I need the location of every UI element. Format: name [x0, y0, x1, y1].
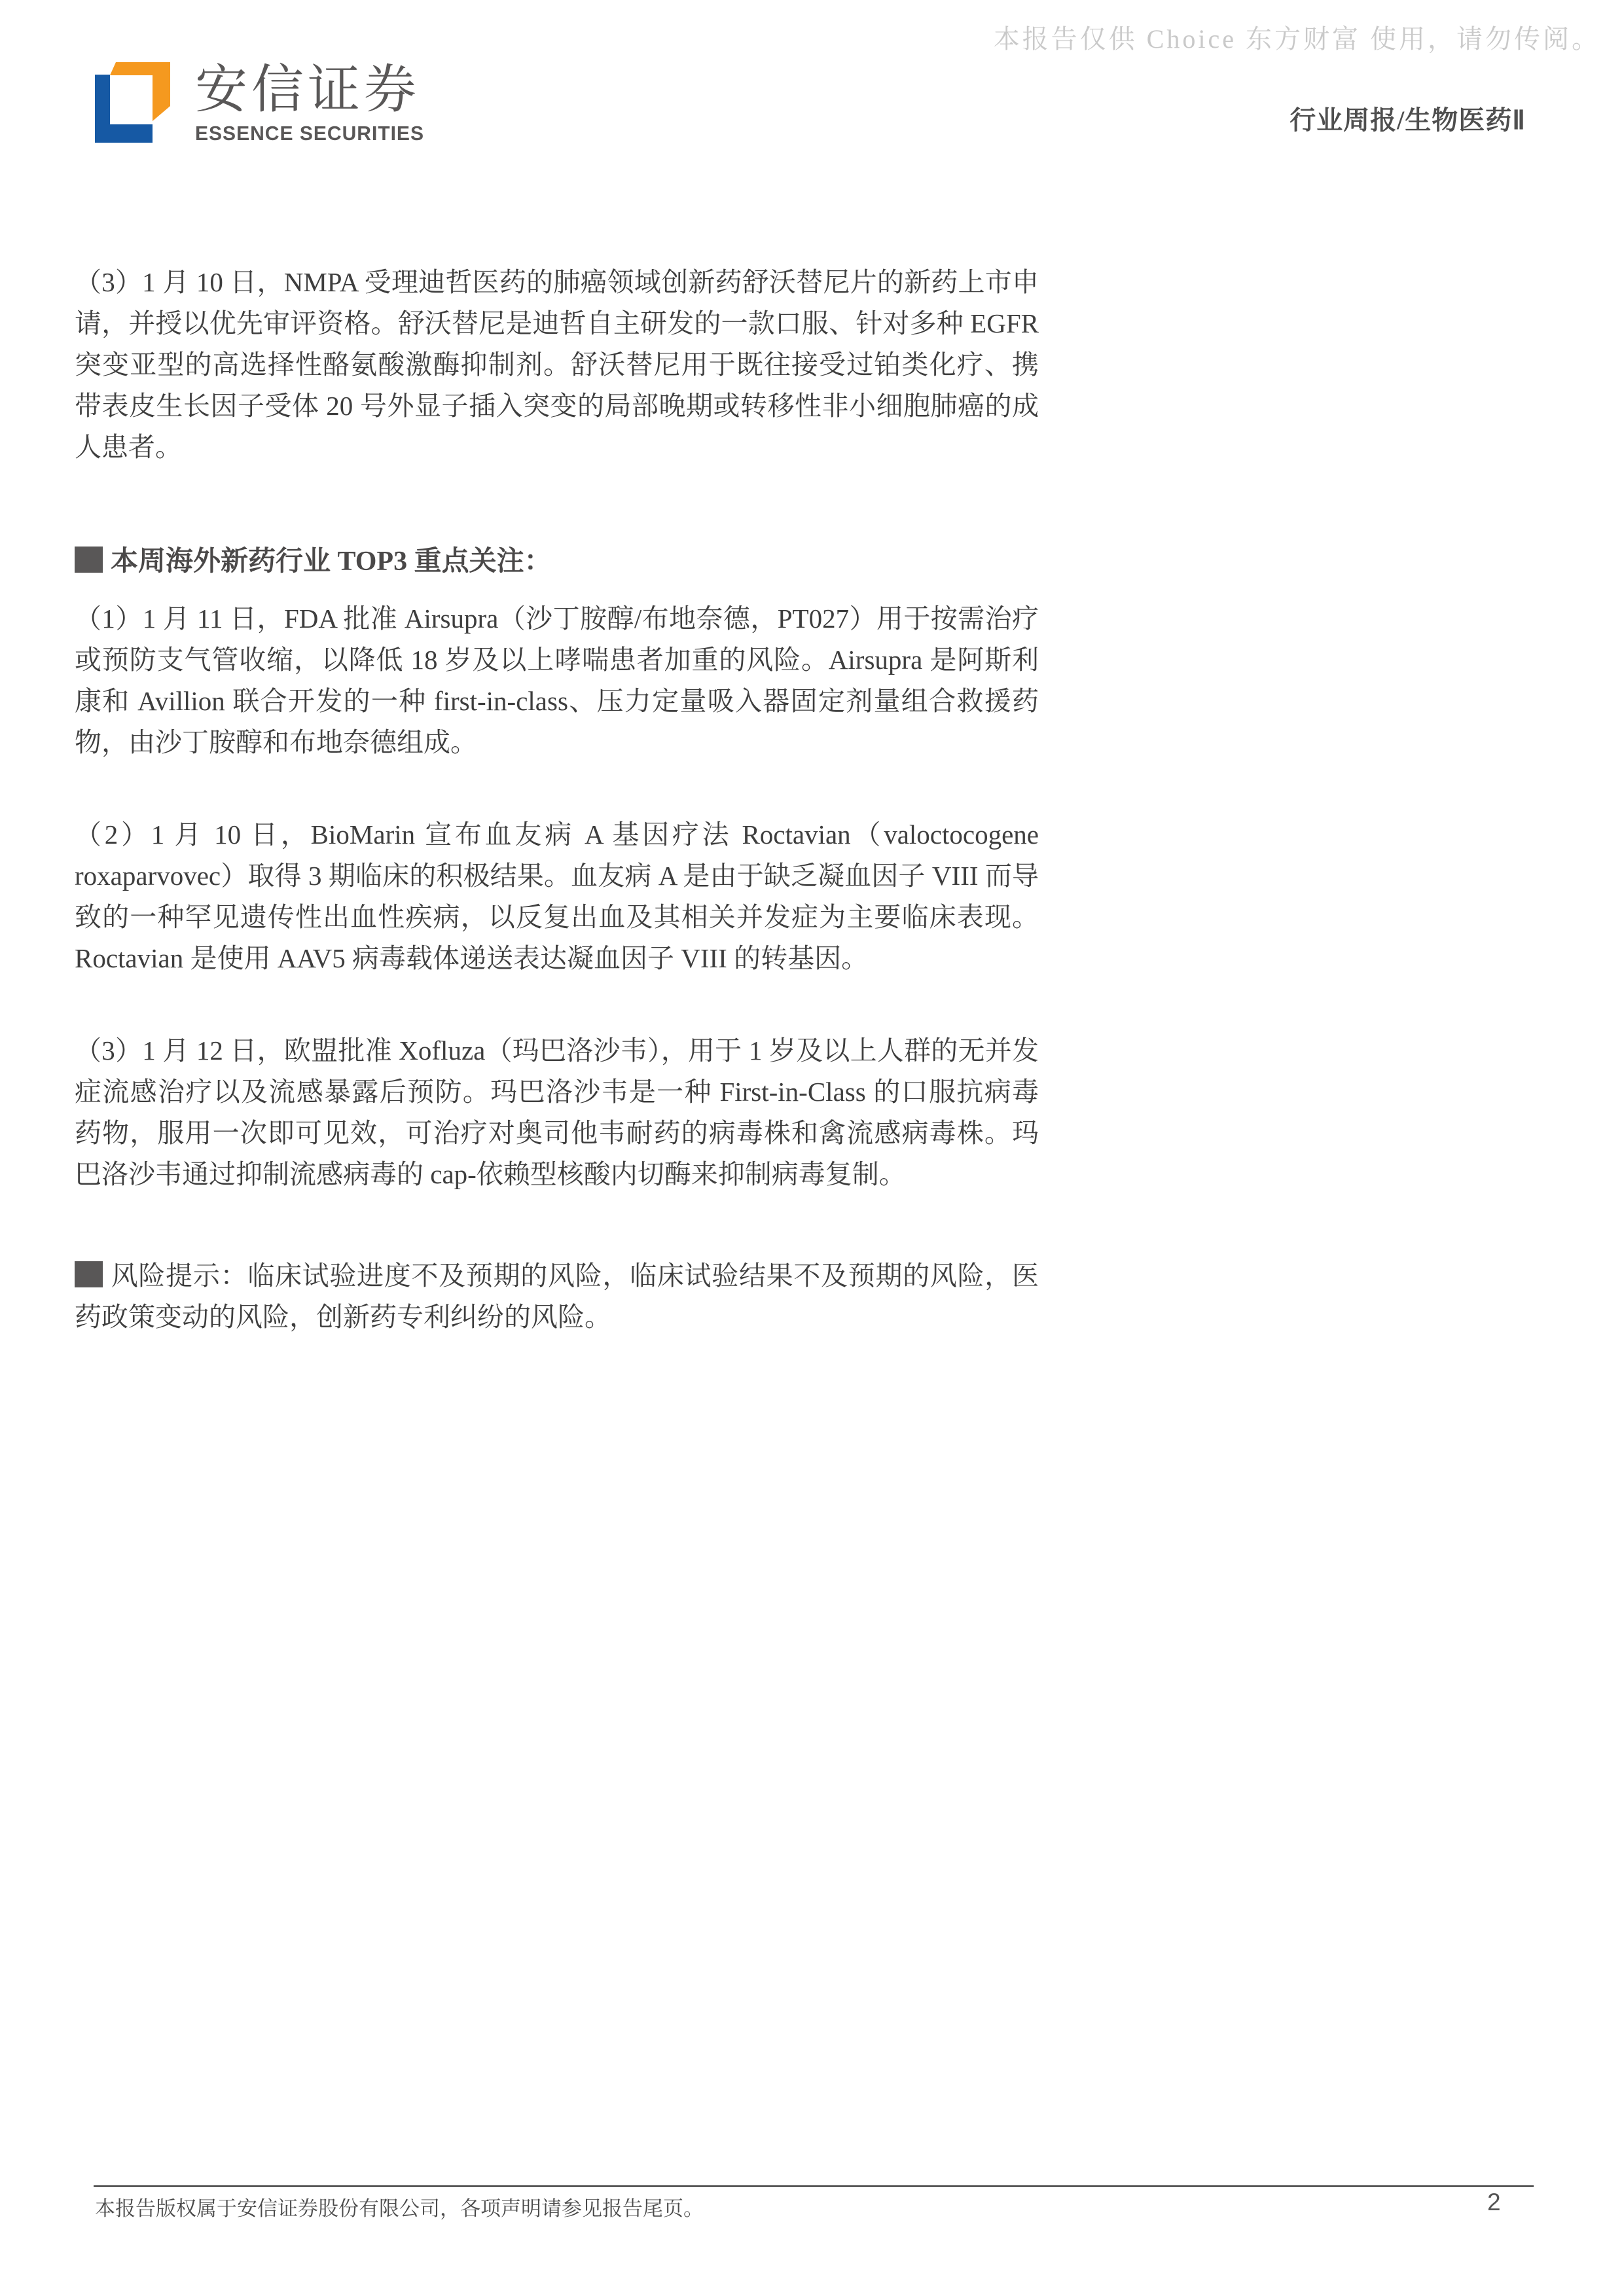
- logo-english-name: ESSENCE SECURITIES: [195, 122, 424, 145]
- page-number: 2: [1487, 2189, 1501, 2215]
- essence-logo-icon: [95, 62, 170, 143]
- risk-notice: [75, 1255, 1039, 1338]
- news-paragraph: （2）1 月 10 日，BioMarin 宣布血友病 A 基因疗法 Roctavian（valoctocogene roxaparvovec）取得 3 期临床的积极结果。血友病 A 是由于缺乏凝血因子 VIII 而导致的一种罕见遗传性出血性疾病，以反复出血及其相关并发症为主要临床表现。Roctavian 是使用 AAV5 病毒载体递送表达凝血因子 VIII 的转基因。: [75, 819, 1039, 973]
- logo-chinese-name: 安信证券: [195, 60, 420, 118]
- news-paragraph: （3）1 月 12 日，欧盟批准 Xofluza（玛巴洛沙韦），用于 1 岁及以上人群的无并发症流感治疗以及流感暴露后预防。玛巴洛沙韦是一种 First-in-Class 的口服抗病毒药物，服用一次即可见效，可治疗对奥司他韦耐药的病毒株和禽流感病毒株。玛巴洛沙韦通过抑制流感病毒的 cap-依赖型核酸内切酶来抑制病毒复制。: [75, 1035, 1039, 1189]
- intro-paragraph: （3）1 月 10 日，NMPA 受理迪哲医药的肺癌领域创新药舒沃替尼片的新药上市申请，并授以优先审评资格。舒沃替尼是迪哲自主研发的一款口服、针对多种 EGFR 突变亚型的高选择性酪氨酸激酶抑制剂。舒沃替尼用于既往接受过铂类化疗、携带表皮生长因子受体 20 号外显子插入突变的局部晚期或转移性非小细胞肺癌的成人患者。: [75, 267, 1039, 462]
- risk-notice-text: 风险提示：临床试验进度不及预期的风险，临床试验结果不及预期的风险，医药政策变动的风险，创新药专利纠纷的风险。: [75, 1261, 1039, 1332]
- logo-text-block: [195, 62, 431, 145]
- report-body: [75, 262, 1039, 1338]
- confidential-watermark: 本报告仅供 Choice 东方财富 使用，请勿传阅。: [993, 24, 1600, 54]
- section-title: [75, 541, 1039, 583]
- square-bullet-icon: [75, 1261, 103, 1287]
- news-paragraph: （1）1 月 11 日，FDA 批准 Airsupra（沙丁胺醇/布地奈德，PT027）用于按需治疗或预防支气管收缩，以降低 18 岁及以上哮喘患者加重的风险。Airsupra 是阿斯利康和 Avillion 联合开发的一种 first-in-class、压力定量吸入器固定剂量组合救援药物，由沙丁胺醇和布地奈德组成。: [75, 603, 1039, 757]
- footer-divider: [94, 2185, 1534, 2187]
- footer-copyright: 本报告版权属于安信证券股份有限公司，各项声明请参见报告尾页。: [95, 2197, 704, 2220]
- section-title-text: 本周海外新药行业 TOP3 重点关注：: [111, 547, 552, 577]
- square-bullet-icon: [75, 547, 103, 573]
- report-category-label: 行业周报/生物医药Ⅱ: [1290, 105, 1526, 135]
- essence-securities-logo: [95, 62, 431, 145]
